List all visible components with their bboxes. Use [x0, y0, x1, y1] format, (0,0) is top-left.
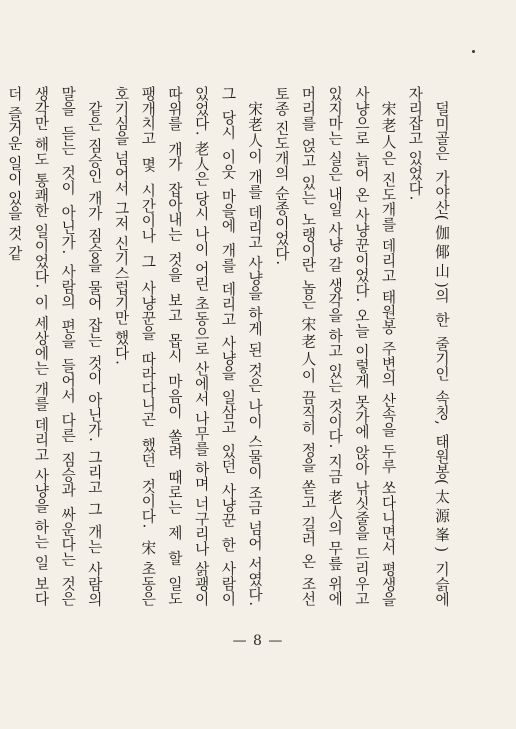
paragraph: 宋老人이 개를 데리고 사냥을 하게 된 것은 나이 스물이 조금 넘어 서였다. 그 당시 이웃 마을에 개를 데리고 사냥을 일삼고 있던 사냥꾼 한 사람이 있었다. 老人은 당시 나이 어린 초동으로 산에서 나무를 하며 너구리나 삵괭이 따위를 개가 잡아내는 것을 보고 몹시 마음이 쏠려 때로는 제 할 일도 팽개치고 몇 시간이나 그 사냥꾼을 따라다니곤 했던 것이다. 宋초동은 호기심을 넘어서 그저 신기스럽기만 했다. [112, 86, 264, 606]
vertical-text-body [5, 86, 454, 606]
paragraph: 宋老人은 진도개를 데리고 태원봉 주변의 산속을 두루 쏘다니면서 평생을 사냥으로 늙어 온 사냥꾼이었다. 오늘 이렇게 못가에 앉아 낚싯줄을 드리우고 있지마는 실은 내일 사냥 갈 생각을 하고 있는 것이다. 지금 老人의 무릎 위에 머리를 얹고 있는 노랭이란 놈은 宋老人이 끔직히 정을 쏟고 길러 온 조선 토종 진도개의 순종이었다. [272, 86, 397, 606]
paragraph: 덜미골은 가야산(伽倻山)의 한 줄기인 속칭, 태원봉(太源峯) 기슭에 자리잡고 있었다. [406, 86, 450, 606]
ink-speck [472, 50, 475, 53]
page-number: — 8 — [232, 633, 284, 649]
paragraph: 같은 짐승인 개가 짐승을 물어 잡는 것이 아닌가. 그리고 그 개는 사람의 말을 듣는 것이 아닌가. 사람의 편을 들어서 다른 짐승과 싸운다는 것은 생각만 해도 통쾌한 일이었다. 이 세상에는 개를 데리고 사냥을 하는 일 보다 더 즐거운 일이 있을 것 같 [5, 86, 103, 606]
